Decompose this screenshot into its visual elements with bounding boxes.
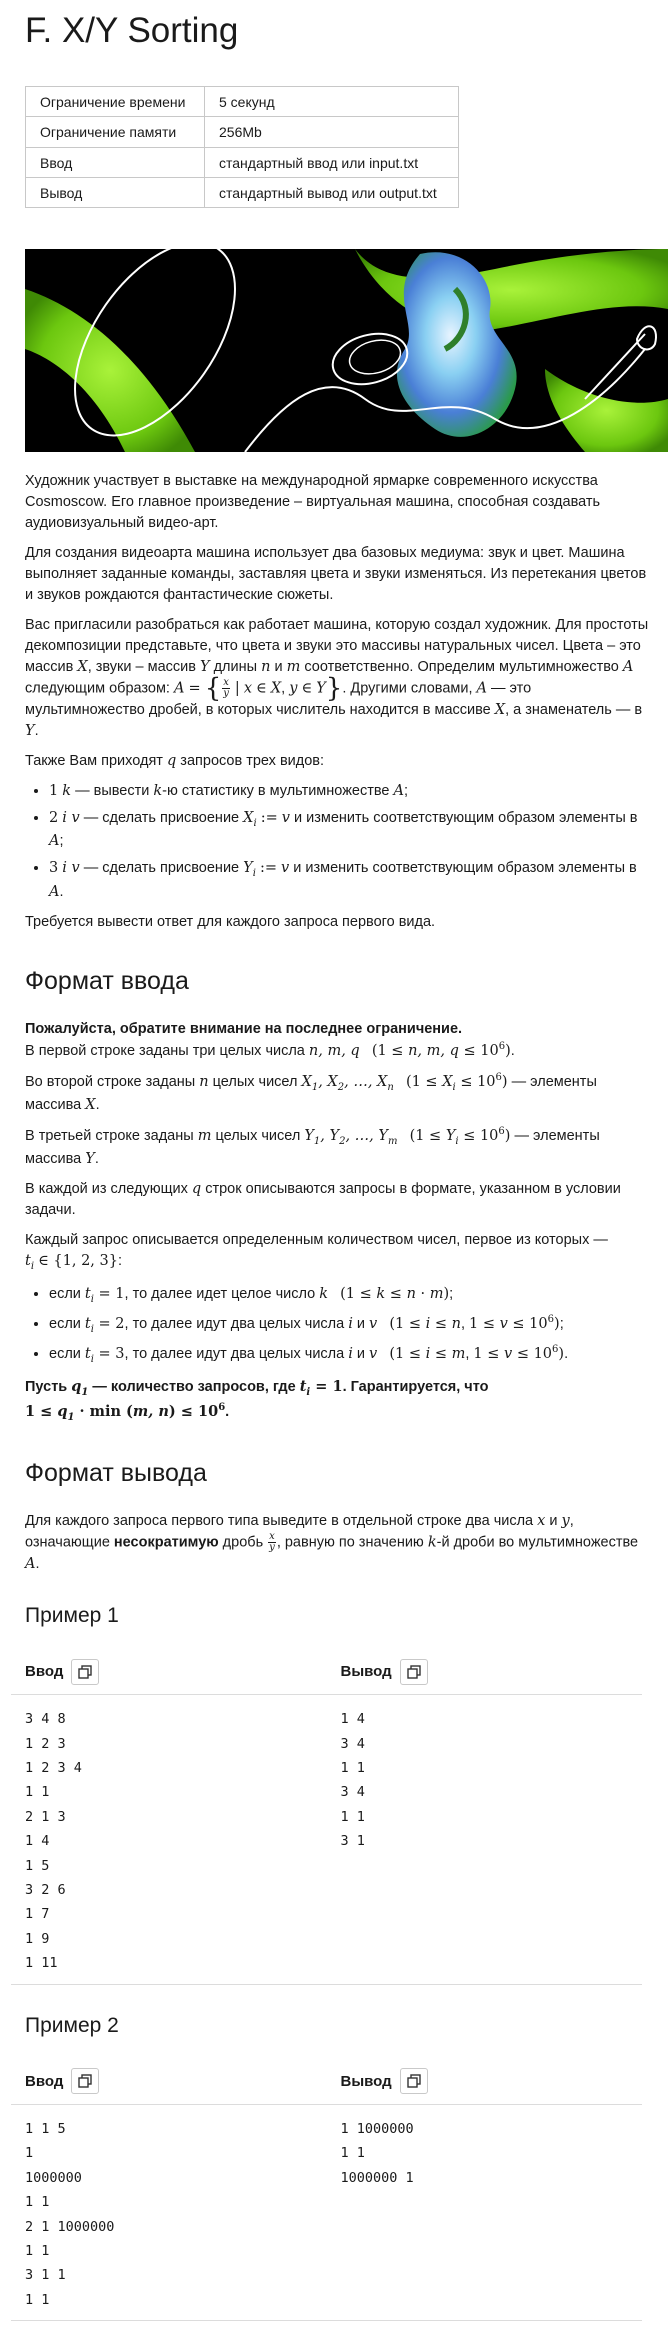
limit-label: Вывод	[26, 177, 205, 207]
code-line: 1 1 5	[25, 2120, 66, 2137]
table-row	[26, 117, 459, 147]
statement-paragraph: Вас пригласили разобраться как работает машина, которую создал художник. Для простоты декомпозиции представьте, что цвета и звуки это массивы натуральных чисел. Цвета – это массив X, звуки – массив Y длины n и m соответственно. Определим мультимножество A следующим образом: A = { $\frac{x}{y}$ | x ∈ X, y ∈ Y}. Другими словами, A — это мультимножество дробей, в которых числитель находится в массиве X, а знаменатель — в Y.	[25, 617, 649, 739]
table-row	[26, 177, 459, 207]
list-item: • 2 i v — сделать присвоение $X_i$ := v и изменить соответствующим образом элементы в A;	[49, 808, 655, 852]
code-line: 1 2 3	[25, 1735, 66, 1752]
code-line: 1 9	[25, 1930, 50, 1947]
limit-label: Ограничение времени	[26, 87, 205, 117]
code-line: 1 5	[25, 1857, 50, 1874]
example-output-block	[327, 1707, 643, 1975]
example-input-label: Ввод	[25, 1662, 64, 1680]
example-output-label: Вывод	[340, 1662, 392, 1680]
code-line: 2 1 3	[25, 1808, 66, 1825]
limit-value: стандартный вывод или output.txt	[205, 177, 459, 207]
input-format-paragraph: Каждый запрос описывается определенным количеством чисел, первое из которых — $t_i$ ∈ {1, 2, 3}:	[25, 1232, 608, 1273]
input-format-heading: Формат ввода	[25, 966, 189, 995]
code-line: 1	[25, 2145, 34, 2162]
code-line: 1 4	[340, 1711, 365, 1728]
code-line: 3 4 8	[25, 1711, 66, 1728]
code-line: 3 4	[340, 1784, 365, 1801]
copy-input-button[interactable]	[71, 2068, 99, 2094]
output-format-paragraph: Для каждого запроса первого типа выведите в отдельной строке два числа x и y, означающие несократимую дробь $\frac{x}{y}$ , равную по значению k-й дроби во мультимножестве A.	[25, 1513, 639, 1572]
query-types-list	[25, 781, 655, 903]
list-item: • если $t_i = 2$, то далее идут два целых числа i и v (1 ≤ i ≤ n, $1 \le v \le 10^6$);	[49, 1313, 655, 1337]
limit-label: Ограничение памяти	[26, 117, 205, 147]
example-output-label: Вывод	[340, 2072, 392, 2090]
code-line: 1 2 3 4	[25, 1760, 82, 1777]
copy-icon	[407, 2074, 421, 2088]
list-item: • 3 i v — сделать присвоение $Y_i$ := v и изменить соответствующим образом элементы в A.	[49, 858, 655, 902]
input-format-paragraph: Пусть $q_1$ — количество запросов, где $t_i = 1$. Гарантируется, что $1 \le q_1 \cdot \min (m$, $n) \le 10^6$.	[25, 1378, 489, 1423]
table-row	[26, 87, 459, 117]
code-line: 1000000	[25, 2169, 82, 2186]
example-1-heading: Пример 1	[25, 1603, 119, 1627]
example-input-block	[11, 2117, 327, 2312]
abstract-art-illustration	[25, 249, 668, 452]
limits-table	[25, 86, 459, 208]
code-line: 3 2 6	[25, 1881, 66, 1898]
code-line: 1 7	[25, 1906, 50, 1923]
copy-icon	[78, 1665, 92, 1679]
code-line: 1 1	[340, 2145, 365, 2162]
copy-output-button[interactable]	[400, 1659, 428, 1685]
output-format-heading: Формат вывода	[25, 1459, 207, 1488]
code-line: 1 1	[25, 2242, 50, 2259]
code-line: 1 1	[25, 2194, 50, 2211]
list-item: • 1 k — вывести k-ю статистику в мультимножестве A;	[49, 781, 655, 802]
list-item: • если $t_i = 3$, то далее идут два целых числа i и v (1 ≤ i ≤ m, $1 \le v \le 10^6$).	[49, 1343, 655, 1367]
limit-label: Ввод	[26, 147, 205, 177]
code-line: 1 1	[340, 1760, 365, 1777]
code-line: 1 1	[25, 1784, 50, 1801]
table-row	[26, 147, 459, 177]
code-line: 3 4	[340, 1735, 365, 1752]
code-line: 3 1	[340, 1833, 365, 1850]
copy-icon	[78, 2074, 92, 2088]
list-item: • если $t_i = 1$, то далее идет целое число k (1 ≤ k ≤ n · m);	[49, 1284, 655, 1307]
art-banner-image	[25, 249, 668, 452]
copy-output-button[interactable]	[400, 2068, 428, 2094]
example-output-block	[327, 2117, 643, 2312]
code-line: 1000000 1	[340, 2169, 414, 2186]
query-format-list	[25, 1284, 655, 1368]
example-input-block	[11, 1707, 327, 1975]
statement-paragraph: Также Вам приходят q запросов трех видов:	[25, 752, 324, 769]
code-line: 1 1	[25, 2291, 50, 2308]
example-input-label: Ввод	[25, 2072, 64, 2090]
input-format-paragraph: В третьей строке заданы m целых чисел $Y_1$, $Y_2$, …, $Y_m$ $(1 \le Y_i \le 10^6)$ — элементы массива Y.	[25, 1125, 600, 1168]
statement-paragraph: Художник участвует в выставке на международной ярмарке современного искусства Cosmoscow. Его главное произведение – виртуальная машина, способная создавать аудиовизуальный видео-арт.	[25, 473, 601, 532]
code-line: 1 11	[25, 1955, 58, 1972]
example-2-heading: Пример 2	[25, 2013, 119, 2037]
code-line: 2 1 1000000	[25, 2218, 115, 2235]
example-2	[11, 2059, 642, 2321]
limit-value: 256Mb	[205, 117, 459, 147]
code-line: 3 1 1	[25, 2267, 66, 2284]
code-line: 1 4	[25, 1833, 50, 1850]
input-format-paragraph: Пожалуйста, обратите внимание на последнее ограничение. В первой строке заданы три целых числа n, m, q (1 ≤ n, m, $q \le 10^6$).	[25, 1020, 515, 1059]
code-line: 1 1000000	[340, 2120, 414, 2137]
statement-paragraph: Для создания видеоарта машина использует два базовых медиума: звук и цвет. Машина выполняет заданные команды, заставляя цвета и звуки изменяться. Из перетекания цветов и звуков рождаются фантастические сюжеты.	[25, 545, 647, 604]
limit-value: стандартный ввод или input.txt	[205, 147, 459, 177]
example-1	[11, 1649, 642, 1984]
input-format-paragraph: В каждой из следующих q строк описываются запросы в формате, указанном в условии задачи.	[25, 1181, 621, 1219]
code-line: 1 1	[340, 1808, 365, 1825]
statement-paragraph: Требуется вывести ответ для каждого запроса первого вида.	[25, 913, 436, 930]
copy-icon	[407, 1665, 421, 1679]
limit-value: 5 секунд	[205, 87, 459, 117]
page-title: F. X/Y Sorting	[25, 11, 239, 50]
copy-input-button[interactable]	[71, 1659, 99, 1685]
input-format-paragraph: Во второй строке заданы n целых чисел $X_1$, $X_2$, …, $X_n$ $(1 \le X_i \le 10^6)$ — элементы массива X.	[25, 1071, 597, 1113]
